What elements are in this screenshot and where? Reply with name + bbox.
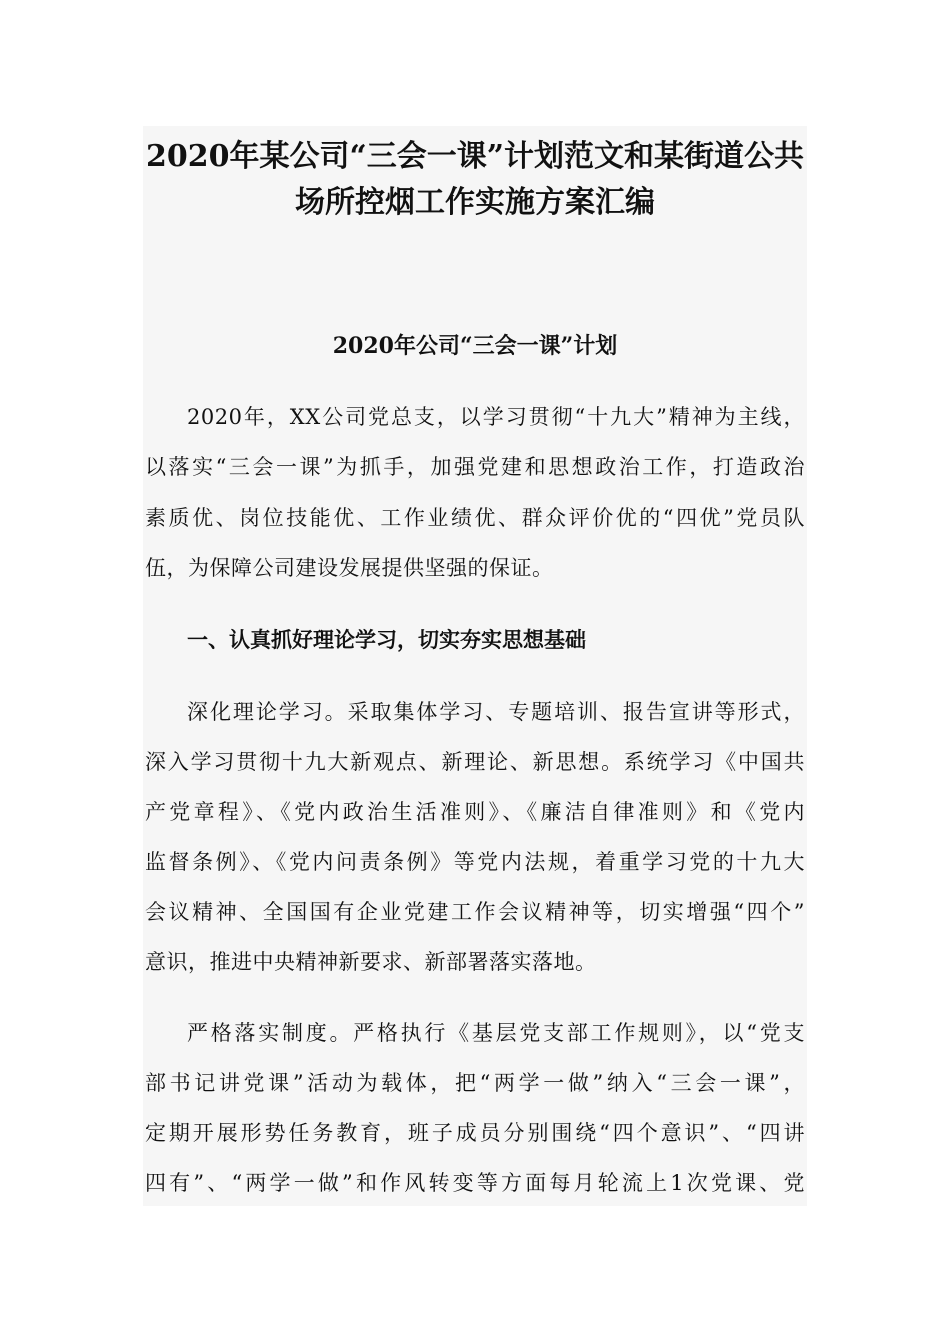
paragraph-line: 深入学习贯彻十九大新观点、新理论、新思想。系统学习《中国共: [145, 750, 805, 774]
document-title-line-1: 2020年某公司“三会一课”计划范文和某街道公共: [145, 139, 804, 174]
paragraph-line: 严格落实制度。严格执行《基层党支部工作规则》，以“党支: [187, 1021, 805, 1045]
paragraph-line: 意识，推进中央精神新要求、新部署落实落地。: [145, 950, 597, 974]
paragraph-line: 定期开展形势任务教育，班子成员分别围绕“四个意识”、“四讲: [145, 1121, 805, 1145]
paragraph-line: 监督条例》、《党内问责条例》等党内法规，着重学习党的十九大: [145, 850, 805, 874]
paragraph-line: 会议精神、全国国有企业党建工作会议精神等，切实增强“四个”: [145, 900, 805, 924]
intro-line: 以落实“三会一课”为抓手，加强党建和思想政治工作，打造政治: [145, 455, 805, 479]
paragraph-line: 部书记讲党课”活动为载体，把“两学一做”纳入“三会一课”，: [145, 1071, 805, 1095]
intro-line: 伍，为保障公司建设发展提供坚强的保证。: [145, 556, 554, 580]
document-title-line-2: 场所控烟工作实施方案汇编: [295, 185, 655, 220]
section-1-heading: 一、认真抓好理论学习，切实夯实思想基础: [187, 627, 586, 652]
intro-line: 2020年，XX公司党总支，以学习贯彻“十九大”精神为主线，: [187, 405, 805, 429]
paragraph-line: 四有”、“两学一做”和作风转变等方面每月轮流上1次党课、党: [145, 1171, 805, 1195]
paragraph-line: 深化理论学习。采取集体学习、专题培训、报告宣讲等形式，: [187, 700, 805, 724]
section-subtitle: 2020年公司“三会一课”计划: [332, 333, 618, 359]
paragraph-line: 产党章程》、《党内政治生活准则》、《廉洁自律准则》和《党内: [145, 800, 805, 824]
intro-line: 素质优、岗位技能优、工作业绩优、群众评价优的“四优”党员队: [145, 506, 805, 530]
